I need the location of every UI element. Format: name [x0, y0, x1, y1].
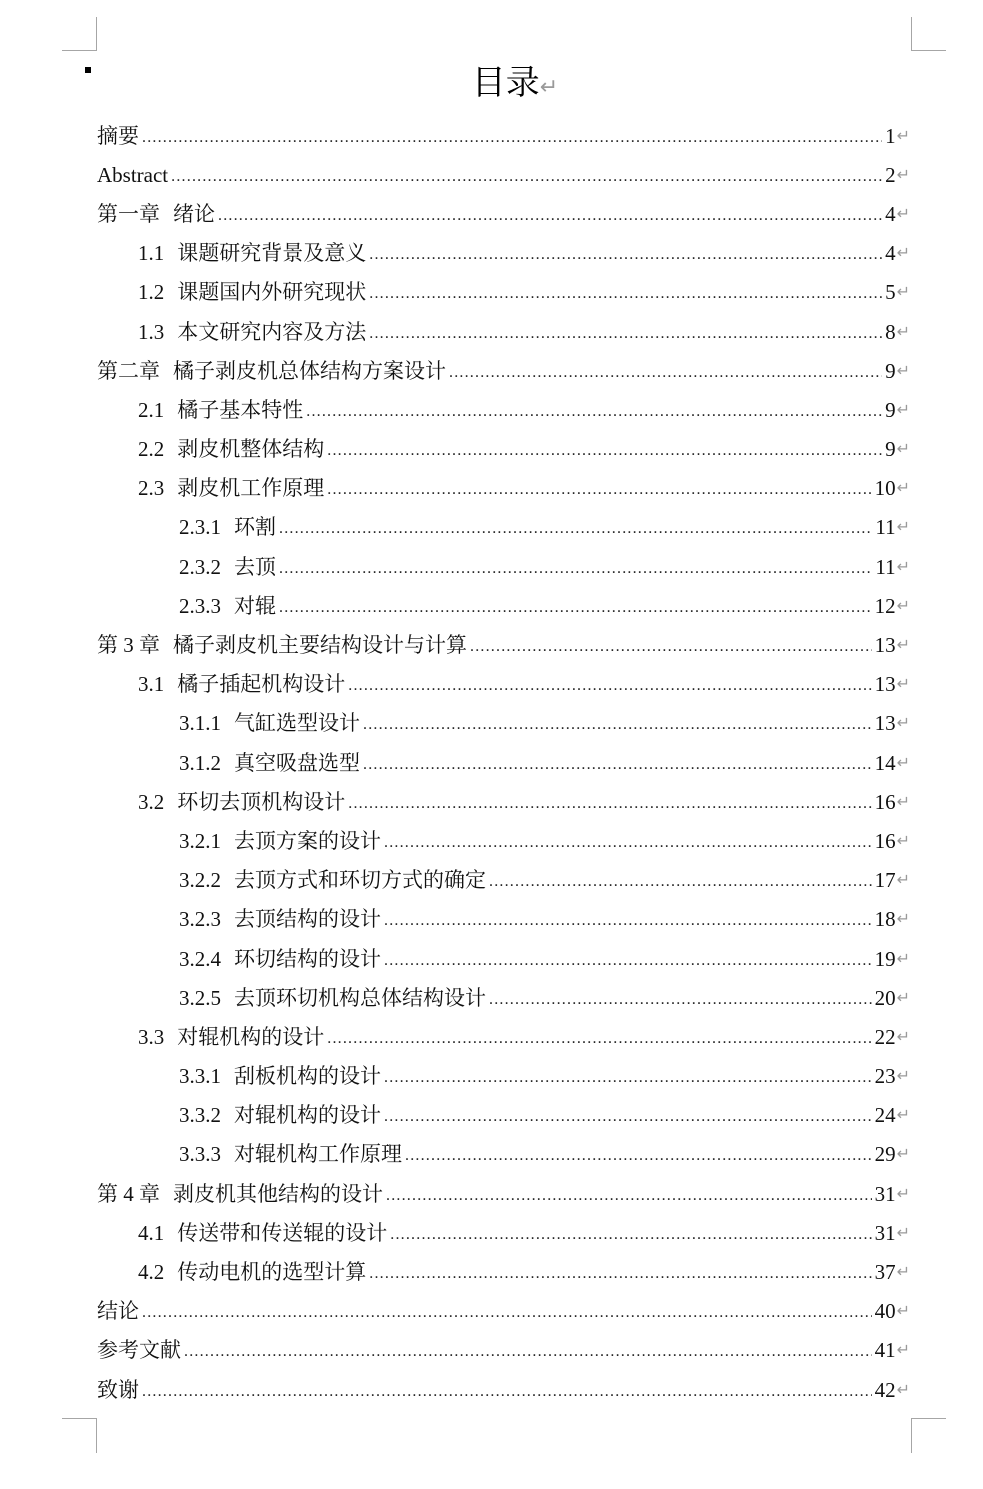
- dot-leader: [384, 947, 872, 971]
- toc-entry[interactable]: [97, 430, 910, 469]
- dot-leader: [142, 1299, 872, 1323]
- toc-entry[interactable]: [97, 1174, 910, 1213]
- dot-leader: [384, 1103, 872, 1127]
- toc-entry-page: 16: [874, 789, 896, 814]
- paragraph-mark-icon: ↵: [896, 1340, 910, 1360]
- toc-entry-label: 去顶: [234, 554, 276, 579]
- toc-entry-label: 致谢: [97, 1377, 139, 1402]
- paragraph-mark-icon: ↵: [896, 1105, 910, 1125]
- dot-leader: [279, 594, 872, 618]
- toc-entry-number: 3.2.4: [179, 946, 221, 971]
- dot-leader: [386, 1182, 872, 1206]
- margin-corner-bottom-right: [911, 1418, 946, 1453]
- toc-entry-label: 橘子剥皮机主要结构设计与计算: [173, 633, 467, 658]
- toc-entry[interactable]: [97, 900, 910, 939]
- dot-leader: [142, 124, 882, 148]
- toc-entry[interactable]: [97, 1292, 910, 1331]
- toc-entry-page: 13: [874, 633, 896, 658]
- toc-entry[interactable]: [97, 743, 910, 782]
- toc-entry-number: 3.3.2: [179, 1103, 221, 1128]
- toc-entry-label: 环切去顶机构设计: [177, 789, 346, 814]
- margin-corner-top-right: [911, 17, 946, 51]
- toc-entry-page: 9: [885, 358, 896, 383]
- dot-leader: [489, 868, 872, 892]
- toc-entry[interactable]: [97, 586, 910, 625]
- toc-entry-number: 3.2.5: [179, 985, 221, 1010]
- dot-leader: [390, 1221, 871, 1245]
- dot-leader: [363, 711, 872, 735]
- toc-entry[interactable]: [97, 508, 910, 547]
- toc-entry[interactable]: [97, 939, 910, 978]
- toc-entry-number: 第 3 章: [97, 633, 160, 658]
- toc-entry[interactable]: [97, 116, 910, 155]
- toc-entry-label: 环割: [234, 515, 276, 540]
- paragraph-mark-icon: ↵: [896, 125, 910, 145]
- toc-entry-number: 4.1: [138, 1220, 165, 1245]
- toc-entry-number: 3.2.3: [179, 907, 221, 932]
- paragraph-mark-icon: ↵: [896, 439, 910, 459]
- toc-entry-number: 2.3: [138, 476, 165, 501]
- toc-entry-number: 2.3.3: [179, 593, 221, 618]
- paragraph-mark-icon: ↵: [896, 360, 910, 380]
- toc-entry[interactable]: [97, 861, 910, 900]
- toc-entry-label: 对辊机构的设计: [177, 1024, 325, 1049]
- paragraph-mark-icon: ↵: [896, 517, 910, 537]
- toc-entry-page: 17: [874, 868, 896, 893]
- dot-leader: [363, 751, 872, 775]
- toc-entry-number: 1.2: [138, 280, 165, 305]
- toc-entry-page: 4: [885, 241, 896, 266]
- toc-entry[interactable]: [97, 1135, 910, 1174]
- table-of-contents: [97, 116, 910, 1409]
- toc-entry[interactable]: [97, 978, 910, 1017]
- toc-entry-label: Abstract: [97, 162, 169, 187]
- toc-entry-page: 31: [874, 1181, 896, 1206]
- dot-leader: [306, 398, 882, 422]
- toc-entry-page: 20: [874, 985, 896, 1010]
- dot-leader: [348, 790, 871, 814]
- paragraph-mark-icon: ↵: [896, 1301, 910, 1321]
- toc-entry[interactable]: [97, 1331, 910, 1370]
- toc-entry[interactable]: [97, 547, 910, 586]
- toc-entry-page: 37: [874, 1260, 896, 1285]
- toc-entry-page: 4: [885, 201, 896, 226]
- toc-entry-label: 去顶环切机构总体结构设计: [234, 985, 486, 1010]
- toc-entry-label: 参考文献: [97, 1338, 181, 1363]
- toc-entry-page: 24: [874, 1103, 896, 1128]
- toc-entry-page: 9: [885, 437, 896, 462]
- page-title: [0, 60, 983, 111]
- paragraph-mark-icon: ↵: [896, 478, 910, 498]
- toc-entry-page: 19: [874, 946, 896, 971]
- toc-entry[interactable]: [97, 1057, 910, 1096]
- toc-entry-label: 去顶方案的设计: [234, 828, 381, 853]
- toc-entry[interactable]: [97, 1370, 910, 1409]
- paragraph-mark-icon: ↵: [896, 1262, 910, 1282]
- dot-leader: [279, 555, 872, 579]
- toc-entry-label: 橘子插起机构设计: [177, 672, 346, 697]
- toc-entry-label: 气缸选型设计: [234, 711, 360, 736]
- toc-entry-number: 3.2: [138, 789, 165, 814]
- toc-entry-page: 11: [875, 554, 896, 579]
- paragraph-mark-icon: ↵: [896, 791, 910, 811]
- toc-entry-page: 1: [885, 123, 896, 148]
- toc-entry[interactable]: [97, 782, 910, 821]
- toc-entry[interactable]: [97, 704, 910, 743]
- toc-entry[interactable]: [97, 273, 910, 312]
- paragraph-mark-icon: ↵: [896, 164, 910, 184]
- toc-entry-page: 13: [874, 672, 896, 697]
- toc-entry-label: 去顶结构的设计: [234, 907, 381, 932]
- toc-entry-number: 2.2: [138, 437, 165, 462]
- dot-leader: [449, 359, 882, 383]
- toc-entry-label: 真空吸盘选型: [234, 750, 360, 775]
- paragraph-mark-icon: ↵: [896, 909, 910, 929]
- dot-leader: [327, 476, 871, 500]
- paragraph-mark-icon: ↵: [896, 1144, 910, 1164]
- toc-entry[interactable]: [97, 469, 910, 508]
- dot-leader: [489, 986, 872, 1010]
- paragraph-mark-icon: ↵: [896, 1066, 910, 1086]
- toc-entry-number: 第二章: [97, 358, 160, 383]
- dot-leader: [171, 163, 882, 187]
- toc-entry[interactable]: [97, 1017, 910, 1056]
- toc-entry[interactable]: [97, 312, 910, 351]
- toc-entry[interactable]: [97, 821, 910, 860]
- dot-leader: [470, 633, 872, 657]
- dot-leader: [384, 907, 872, 931]
- dot-leader: [384, 1064, 872, 1088]
- paragraph-mark-icon: ↵: [896, 830, 910, 850]
- toc-entry-number: 3.1.2: [179, 750, 221, 775]
- toc-entry-page: 31: [874, 1220, 896, 1245]
- toc-entry-page: 8: [885, 319, 896, 344]
- toc-entry[interactable]: [97, 234, 910, 273]
- toc-entry-label: 传送带和传送辊的设计: [177, 1220, 388, 1245]
- toc-entry-number: 3.3.1: [179, 1064, 221, 1089]
- toc-entry-number: 2.1: [138, 397, 165, 422]
- toc-entry-page: 22: [874, 1024, 896, 1049]
- toc-entry-number: 3.1: [138, 672, 165, 697]
- toc-entry-label: 课题研究背景及意义: [177, 241, 367, 266]
- paragraph-mark-icon: ↵: [896, 203, 910, 223]
- toc-entry-number: 1.3: [138, 319, 165, 344]
- toc-entry[interactable]: [97, 155, 910, 194]
- toc-entry-label: 刮板机构的设计: [234, 1064, 381, 1089]
- toc-entry-label: 环切结构的设计: [234, 946, 381, 971]
- toc-entry-number: 3.2.2: [179, 868, 221, 893]
- toc-entry-number: 3.3: [138, 1024, 165, 1049]
- toc-entry-page: 29: [874, 1142, 896, 1167]
- toc-entry-page: 18: [874, 907, 896, 932]
- title-text: 目录: [471, 63, 540, 103]
- toc-entry[interactable]: [97, 665, 910, 704]
- paragraph-mark-icon: ↵: [896, 1379, 910, 1399]
- paragraph-mark-icon: ↵: [896, 1183, 910, 1203]
- toc-entry-page: 12: [874, 593, 896, 618]
- toc-entry-page: 2: [885, 162, 896, 187]
- paragraph-mark-icon: ↵: [896, 321, 910, 341]
- paragraph-mark-icon: ↵: [896, 635, 910, 655]
- toc-entry-number: 3.3.3: [179, 1142, 221, 1167]
- paragraph-mark-icon: ↵: [896, 948, 910, 968]
- paragraph-mark-icon: ↵: [896, 870, 910, 890]
- paragraph-mark-icon: ↵: [896, 752, 910, 772]
- toc-entry-label: 去顶方式和环切方式的确定: [234, 868, 486, 893]
- toc-entry-label: 对辊机构工作原理: [234, 1142, 402, 1167]
- toc-entry-label: 摘要: [97, 123, 139, 148]
- toc-entry-page: 40: [874, 1299, 896, 1324]
- toc-entry-label: 传动电机的选型计算: [177, 1260, 367, 1285]
- toc-entry-page: 23: [874, 1064, 896, 1089]
- paragraph-mark-icon: ↵: [896, 282, 910, 302]
- toc-entry-label: 对辊机构的设计: [234, 1103, 381, 1128]
- toc-entry[interactable]: [97, 1252, 910, 1291]
- paragraph-mark-icon: ↵: [896, 399, 910, 419]
- toc-entry-number: 1.1: [138, 241, 165, 266]
- toc-entry-page: 5: [885, 280, 896, 305]
- toc-entry-page: 11: [875, 515, 896, 540]
- dot-leader: [142, 1378, 872, 1402]
- paragraph-mark-icon: ↵: [896, 243, 910, 263]
- toc-entry-label: 橘子基本特性: [177, 397, 304, 422]
- toc-entry-number: 2.3.2: [179, 554, 221, 579]
- dot-leader: [405, 1142, 872, 1166]
- dot-leader: [327, 1025, 871, 1049]
- toc-entry-label: 本文研究内容及方法: [177, 319, 367, 344]
- toc-entry-number: 2.3.1: [179, 515, 221, 540]
- toc-entry-number: 第 4 章: [97, 1181, 160, 1206]
- paragraph-mark-icon: ↵: [896, 1026, 910, 1046]
- toc-entry-number: 3.1.1: [179, 711, 221, 736]
- dot-leader: [327, 437, 882, 461]
- toc-entry-label: 剥皮机其他结构的设计: [173, 1181, 383, 1206]
- toc-entry-label: 结论: [97, 1299, 139, 1324]
- dot-leader: [218, 202, 882, 226]
- dot-leader: [384, 829, 872, 853]
- toc-entry-label: 剥皮机整体结构: [177, 437, 325, 462]
- dot-leader: [279, 515, 872, 539]
- paragraph-mark-icon: ↵: [896, 713, 910, 733]
- dot-leader: [369, 1260, 871, 1284]
- dot-leader: [348, 672, 871, 696]
- dot-leader: [369, 280, 882, 304]
- toc-entry[interactable]: [97, 625, 910, 664]
- paragraph-mark-icon: ↵: [896, 595, 910, 615]
- toc-entry-label: 对辊: [234, 593, 276, 618]
- dot-leader: [184, 1338, 872, 1362]
- margin-corner-top-left: [62, 17, 97, 51]
- dot-leader: [369, 241, 882, 265]
- toc-entry-page: 9: [885, 397, 896, 422]
- toc-entry-number: 4.2: [138, 1260, 165, 1285]
- toc-entry[interactable]: [97, 1213, 910, 1252]
- toc-entry-page: 10: [874, 476, 896, 501]
- toc-entry-number: 3.2.1: [179, 828, 221, 853]
- toc-entry-number: 第一章: [97, 201, 160, 226]
- toc-entry-page: 14: [874, 750, 896, 775]
- dot-leader: [369, 320, 882, 344]
- paragraph-mark-icon: ↵: [896, 987, 910, 1007]
- toc-entry-label: 课题国内外研究现状: [177, 280, 367, 305]
- toc-entry-page: 16: [874, 828, 896, 853]
- toc-entry[interactable]: [97, 1096, 910, 1135]
- toc-entry-label: 绪论: [173, 201, 215, 226]
- toc-entry[interactable]: [97, 351, 910, 390]
- paragraph-mark-icon: ↵: [896, 674, 910, 694]
- paragraph-mark-icon: ↵: [896, 1222, 910, 1242]
- paragraph-mark-icon: ↵: [896, 556, 910, 576]
- margin-corner-bottom-left: [62, 1418, 97, 1453]
- toc-entry[interactable]: [97, 390, 910, 429]
- toc-entry-label: 橘子剥皮机总体结构方案设计: [173, 358, 446, 383]
- paragraph-mark-icon: ↵: [539, 75, 559, 100]
- toc-entry-page: 42: [874, 1377, 896, 1402]
- toc-entry-page: 13: [874, 711, 896, 736]
- toc-entry-page: 41: [874, 1338, 896, 1363]
- toc-entry[interactable]: [97, 194, 910, 233]
- toc-entry-label: 剥皮机工作原理: [177, 476, 325, 501]
